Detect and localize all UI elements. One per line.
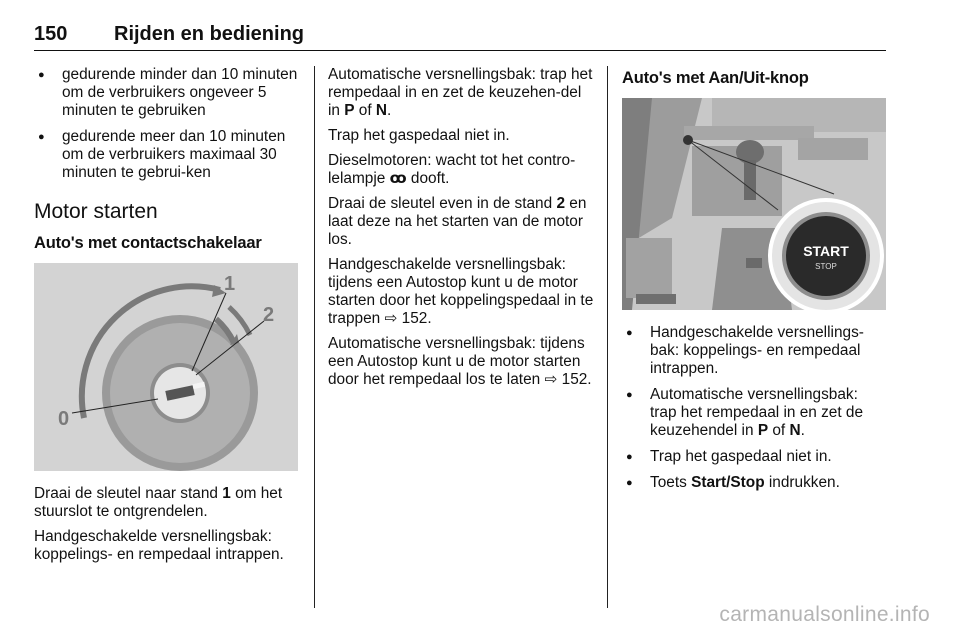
- ignition-switch-figure: [34, 263, 298, 471]
- watermark: carmanualsonline.info: [719, 603, 930, 626]
- column-1: [34, 66, 300, 571]
- page-header: [34, 20, 886, 51]
- subsection-title: Auto's met Aan/Uit-knop: [622, 69, 809, 87]
- paragraph: Handgeschakelde versnellingsbak: tijdens een Autostop kunt u de motor starten door het koppelingspedaal in te trappen ⇨ 152.: [328, 256, 594, 327]
- position-2-label: 2: [263, 304, 275, 326]
- column-3: [622, 66, 886, 500]
- list-item: ● gedurende meer dan 10 minuten om de verbruikers maximaal 30 minuten te gebrui-ken: [34, 128, 300, 182]
- stop-label: STOP: [815, 262, 837, 271]
- start-stop-figure: [622, 98, 886, 310]
- bullet-list: [34, 66, 300, 182]
- list-item: ● Automatische versnellingsbak: trap het rempedaal in en zet de keuzehendel in P of N.: [622, 386, 886, 440]
- position-1-label: 1: [224, 273, 236, 295]
- list-item: ● Trap het gaspedaal niet in.: [622, 448, 886, 466]
- ignition-switch-icon: [34, 263, 298, 471]
- paragraph: Draai de sleutel naar stand 1 om het stuurslot te ontgrendelen.: [34, 485, 283, 520]
- column-divider: [314, 66, 315, 608]
- running-title: Rijden en bediening: [114, 23, 305, 45]
- paragraph: Automatische versnellingsbak: tijdens een Autostop kunt u de motor starten door het rempedaal los te laten ⇨ 152.: [328, 335, 592, 388]
- paragraph: Dieselmotoren: wacht tot het contro-lelampje ꝏ dooft.: [328, 152, 576, 187]
- page-number: 150: [34, 23, 68, 45]
- start-stop-button-icon: [622, 98, 886, 310]
- paragraph: Automatische versnellingsbak: trap het rempedaal in en zet de keuzehen-del in P of N.: [328, 66, 593, 119]
- bullet-list: [622, 324, 886, 492]
- paragraph: Draai de sleutel even in de stand 2 en laat deze na het starten van de motor los.: [328, 195, 587, 248]
- list-item: ● Handgeschakelde versnellings-bak: koppelings- en rempedaal intrappen.: [622, 324, 886, 378]
- paragraph: Trap het gaspedaal niet in.: [328, 127, 510, 144]
- paragraph: Handgeschakelde versnellingsbak: koppelings- en rempedaal intrappen.: [34, 528, 284, 563]
- preheat-indicator-icon: ꝏ: [389, 170, 407, 187]
- position-0-label: 0: [58, 408, 70, 430]
- column-divider: [607, 66, 608, 608]
- section-title: Motor starten: [34, 200, 158, 223]
- column-2: [328, 66, 594, 396]
- start-label: START: [803, 243, 849, 259]
- list-item: ● gedurende minder dan 10 minuten om de verbruikers ongeveer 5 minuten te gebruiken: [34, 66, 300, 120]
- list-item: ● Toets Start/Stop indrukken.: [622, 474, 886, 492]
- subsection-title: Auto's met contactschakelaar: [34, 234, 262, 252]
